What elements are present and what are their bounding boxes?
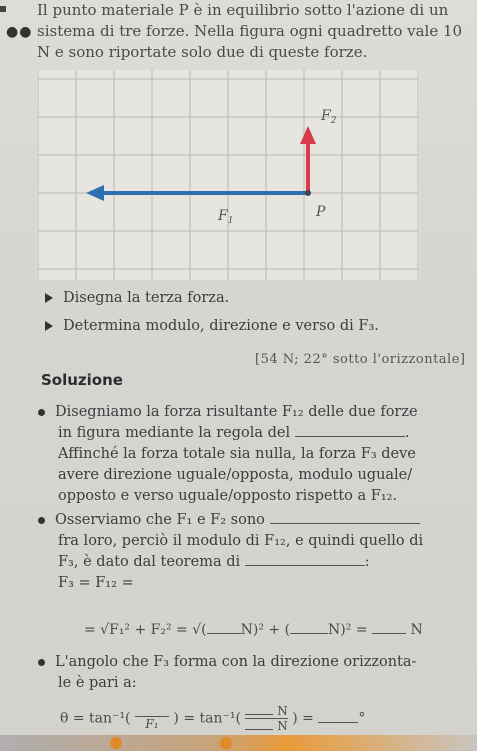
solution-item-2: Osserviamo che F₁ e F₂ sono fra loro, perciò il modulo di F₁₂, e quindi quello di F₃, è dato dal teorema di : F₃ = F₁₂ =	[38, 510, 458, 594]
fraction-2-top: N	[245, 704, 287, 719]
blank-field[interactable]	[270, 523, 420, 524]
fraction-2-bottom: N	[245, 719, 287, 733]
blank-field[interactable]	[207, 633, 241, 634]
bullet-arrow-icon	[45, 293, 53, 303]
corner-marker	[0, 6, 6, 12]
blank-field[interactable]	[135, 706, 169, 717]
answer-key: [54 N; 22° sotto l'orizzontale]	[255, 352, 466, 367]
blank-field[interactable]	[290, 633, 328, 634]
task-1: Disegna la terza forza.	[45, 290, 229, 306]
bottom-edge	[0, 735, 477, 751]
label-f2: $F_2$	[321, 108, 337, 126]
blank-field[interactable]	[295, 436, 405, 437]
label-f1: $F_1$	[218, 208, 234, 226]
bullet-dot-icon	[38, 517, 45, 524]
blank-field[interactable]	[245, 714, 273, 715]
blank-field[interactable]	[372, 633, 406, 634]
angle-formula: θ = tan⁻¹( F₁ ) = tan⁻¹( $\frac{N}{N}$ ) = °	[60, 704, 366, 733]
modulus-formula: = √F₁² + F₂² = √( N)² + ( N)² = N	[84, 622, 423, 638]
label-p: P	[316, 204, 326, 220]
exercise-difficulty-icon: ●●	[6, 24, 33, 40]
orange-dot-icon	[220, 737, 232, 749]
blank-field[interactable]	[318, 722, 358, 723]
bullet-arrow-icon	[45, 321, 53, 331]
task-2: Determina modulo, direzione e verso di F₃.	[45, 318, 379, 334]
exercise-intro: Il punto materiale P è in equilibrio sotto l'azione di un sistema di tre forze. Nella figura ogni quadretto vale 10 N e sono riportate solo due di queste forze.	[37, 1, 463, 61]
fraction-1: F₁	[135, 706, 169, 731]
solution-item-3: L'angolo che F₃ forma con la direzione orizzonta- le è pari a:	[38, 652, 458, 694]
orange-dot-icon	[110, 737, 122, 749]
solution-item-1: Disegniamo la forza risultante F₁₂ delle due forze in figura mediante la regola del . Affinché la forza totale sia nulla, la forza F₃ deve avere direzione uguale/opposta, modulo uguale/ opposto e verso uguale/opposto rispetto a F₁₂.	[38, 402, 458, 507]
force-grid-svg	[38, 70, 418, 280]
bullet-dot-icon	[38, 409, 45, 416]
force-figure	[38, 70, 418, 280]
blank-field[interactable]	[245, 565, 365, 566]
solution-title: Soluzione	[41, 371, 123, 389]
point-p	[305, 190, 311, 196]
bullet-dot-icon	[38, 659, 45, 666]
blank-field[interactable]	[245, 729, 273, 730]
fraction-2	[245, 704, 287, 733]
